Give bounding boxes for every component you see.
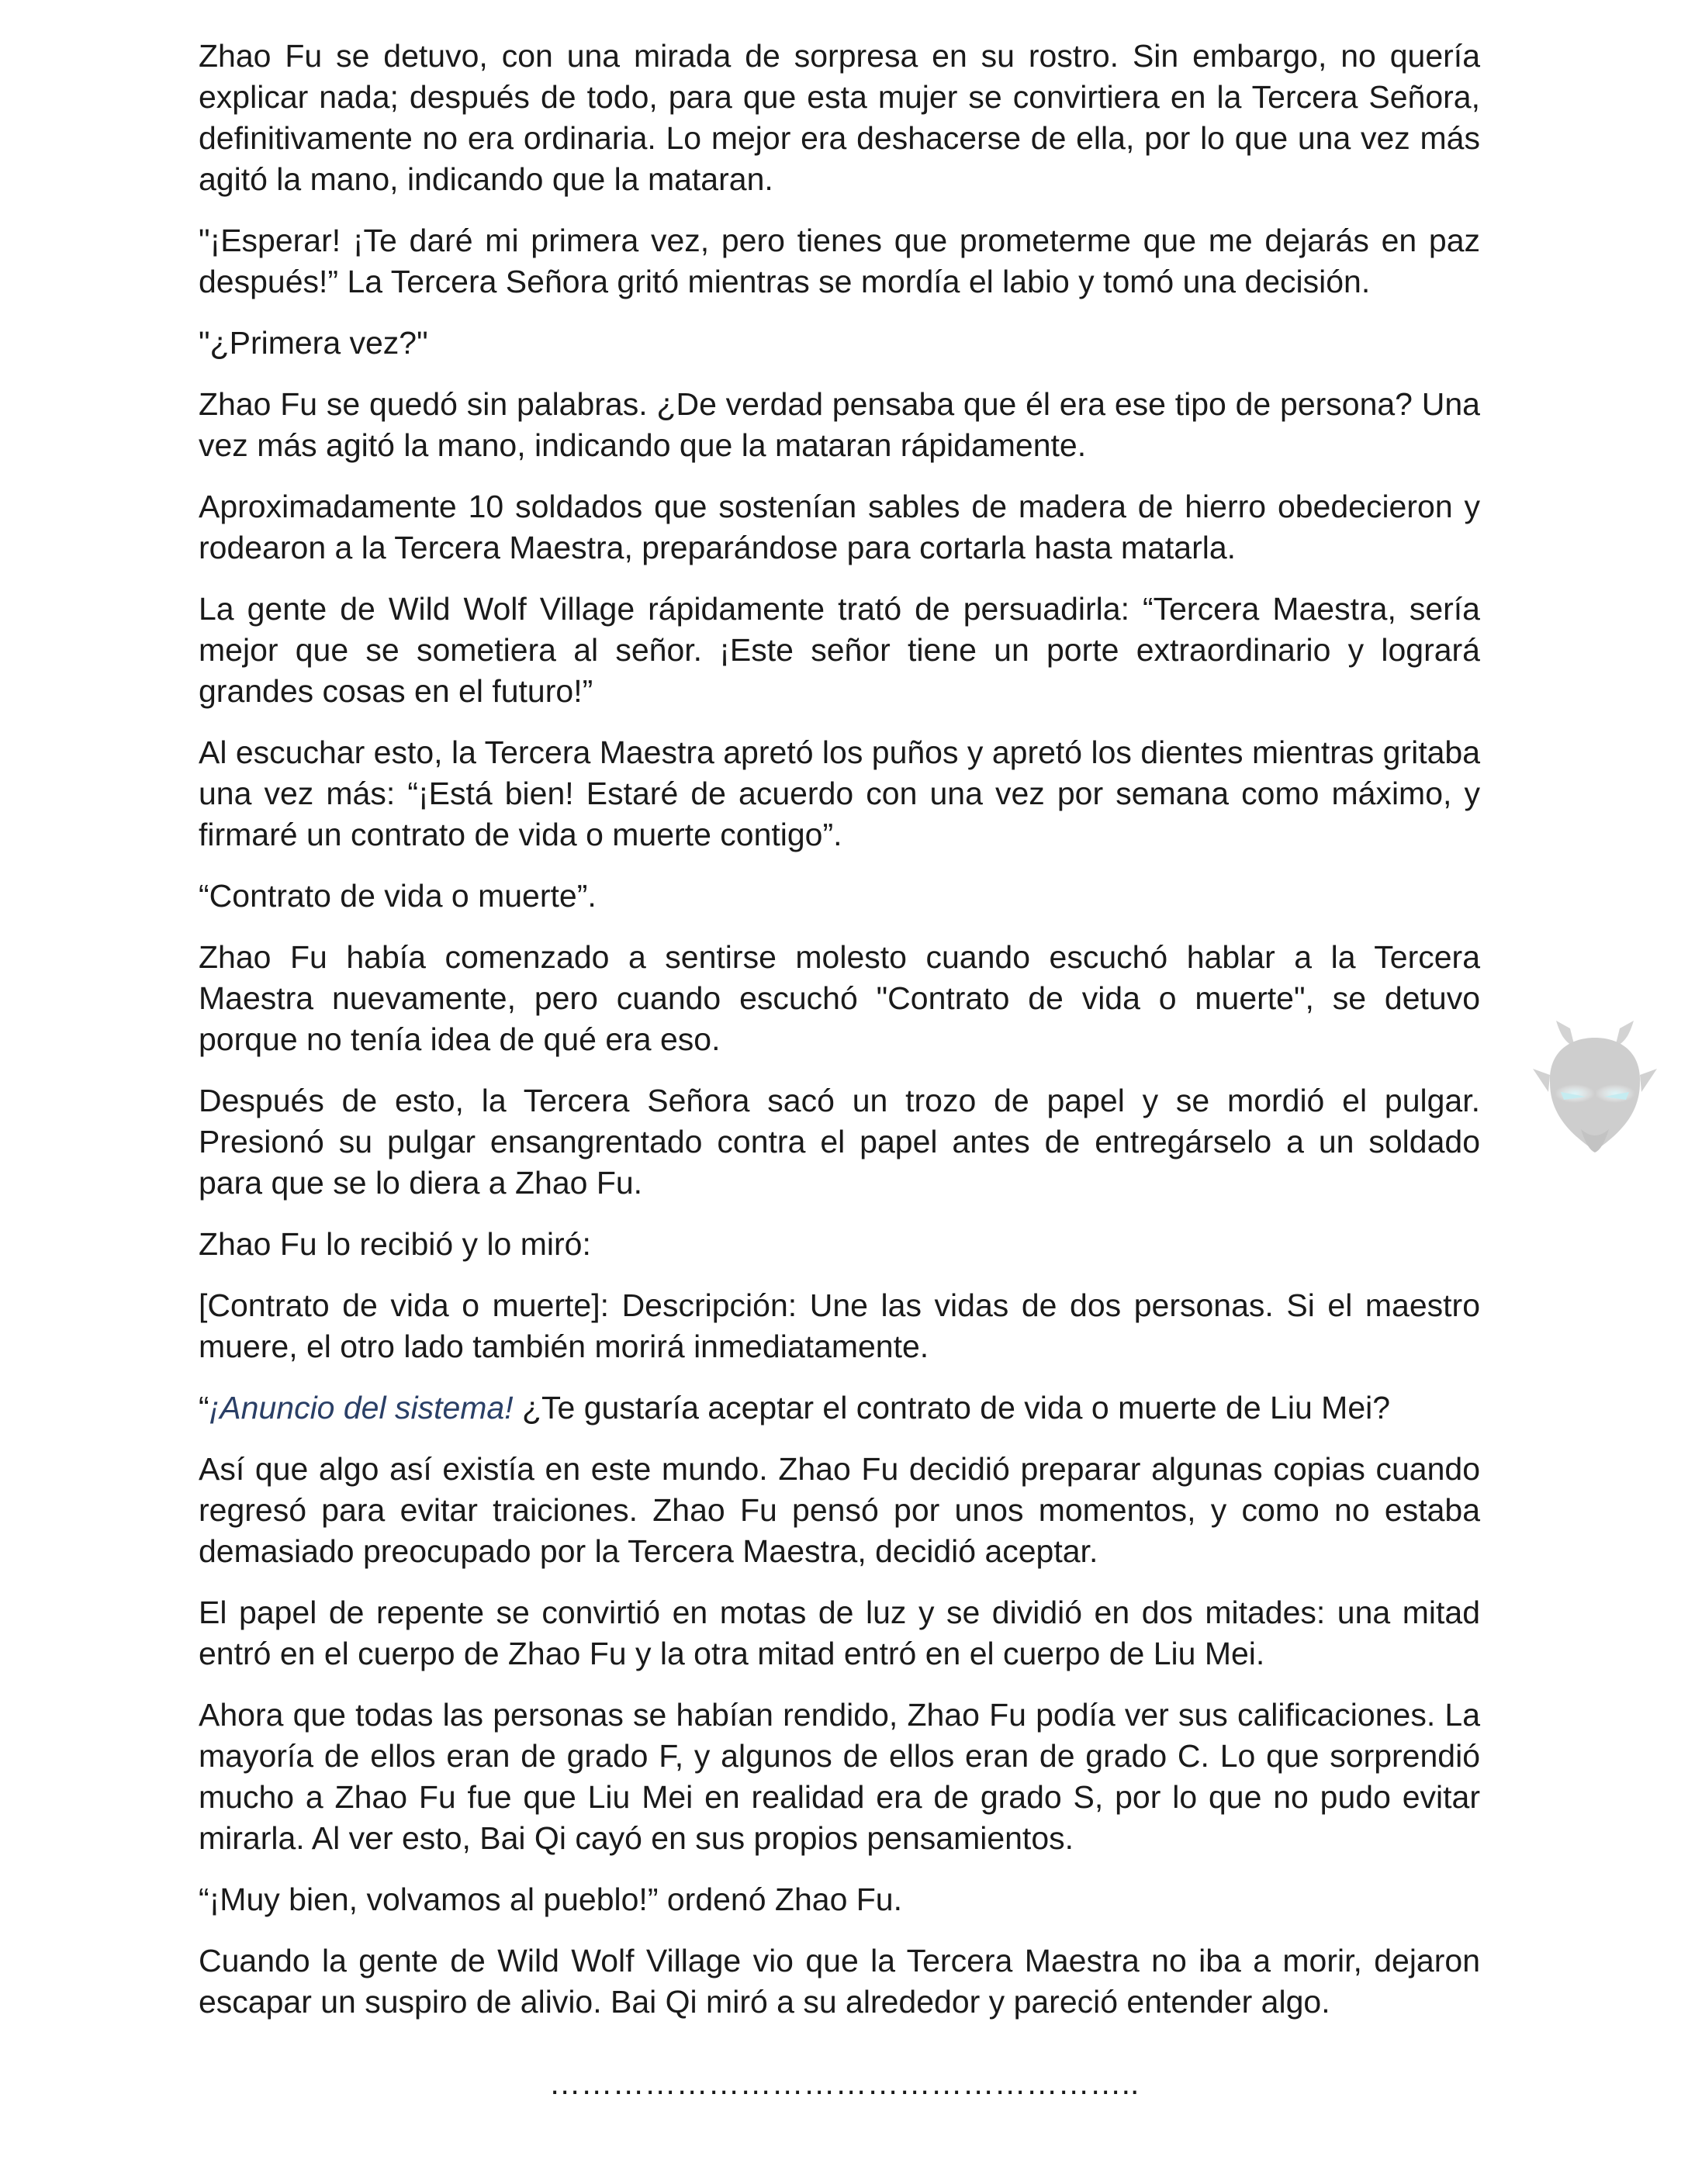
paragraph: Cuando la gente de Wild Wolf Village vio que la Tercera Maestra no iba a morir, dejaron escapar un suspiro de alivio. Bai Qi miró a su alrededor y pareció entender algo. — [199, 1943, 1480, 2020]
paragraph: Zhao Fu se quedó sin palabras. ¿De verdad pensaba que él era ese tipo de persona? Una vez más agitó la mano, indicando que la mataran rápidamente. — [199, 386, 1480, 463]
paragraph: El papel de repente se convirtió en motas de luz y se dividió en dos mitades: una mitad entró en el cuerpo de Zhao Fu y la otra mitad entró en el cuerpo de Liu Mei. — [199, 1595, 1480, 1671]
paragraph: "¿Primera vez?" — [199, 325, 428, 361]
paragraph: "¡Esperar! ¡Te daré mi primera vez, pero tienes que prometerme que me dejarás en paz después!” La Tercera Señora gritó mientras se mordía el labio y tomó una decisión. — [199, 223, 1480, 299]
paragraph: Zhao Fu se detuvo, con una mirada de sorpresa en su rostro. Sin embargo, no quería explicar nada; después de todo, para que esta mujer se convirtiera en la Tercera Señora, definitivamente no era ordinaria. Lo mejor era deshacerse de ella, por lo que una vez más agitó la mano, indicando que la mataran. — [199, 38, 1480, 197]
paragraph: Después de esto, la Tercera Señora sacó un trozo de papel y se mordió el pulgar. Presionó su pulgar ensangrentado contra el papel antes de entregárselo a un soldado para que se lo diera a Zhao Fu. — [199, 1083, 1480, 1201]
system-announcement-text: ¿Te gustaría aceptar el contrato de vida o muerte de Liu Mei? — [513, 1390, 1391, 1425]
paragraph: Zhao Fu lo recibió y lo miró: — [199, 1226, 591, 1262]
paragraph: Al escuchar esto, la Tercera Maestra apretó los puños y apretó los dientes mientras gritaba una vez más: “¡Está bien! Estaré de acuerdo con una vez por semana como máximo, y firmaré un contrato de vida o muerte contigo”. — [199, 734, 1480, 852]
paragraph: Zhao Fu había comenzado a sentirse molesto cuando escuchó hablar a la Tercera Maestra nuevamente, pero cuando escuchó "Contrato de vida o muerte", se detuvo porque no tenía idea de qué era eso. — [199, 939, 1480, 1057]
section-separator: ……………………………………………….. — [548, 2065, 1140, 2101]
paragraph: “Contrato de vida o muerte”. — [199, 878, 597, 914]
system-announcement-label: ¡Anuncio del sistema! — [209, 1390, 514, 1425]
paragraph: Así que algo así existía en este mundo. Zhao Fu decidió preparar algunas copias cuando regresó para evitar traiciones. Zhao Fu pensó por unos momentos, y como no estaba demasiado preocupado por la Tercera Maestra, decidió aceptar. — [199, 1451, 1480, 1569]
paragraph: [Contrato de vida o muerte]: Descripción: Une las vidas de dos personas. Si el maestro muere, el otro lado también morirá inmediatamente. — [199, 1287, 1480, 1364]
open-quote: “ — [199, 1390, 209, 1425]
system-announcement-line — [199, 1387, 1480, 1429]
paragraph: Ahora que todas las personas se habían rendido, Zhao Fu podía ver sus calificaciones. La mayoría de ellos eran de grado F, y algunos de ellos eran de grado C. Lo que sorprendió mucho a Zhao Fu fue que Liu Mei en realidad era de grado S, por lo que no pudo evitar mirarla. Al ver esto, Bai Qi cayó en sus propios pensamientos. — [199, 1697, 1480, 1856]
paragraph: “¡Muy bien, volvamos al pueblo!” ordenó Zhao Fu. — [199, 1882, 903, 1917]
document-body — [199, 36, 1480, 2043]
paragraph: Aproximadamente 10 soldados que sostenían sables de madera de hierro obedecieron y rodearon a la Tercera Maestra, preparándose para cortarla hasta matarla. — [199, 489, 1480, 565]
demon-head-icon — [1527, 997, 1663, 1171]
paragraph: La gente de Wild Wolf Village rápidamente trató de persuadirla: “Tercera Maestra, sería mejor que se sometiera al señor. ¡Este señor tiene un porte extraordinario y logrará grandes cosas en el futuro!” — [199, 591, 1480, 709]
